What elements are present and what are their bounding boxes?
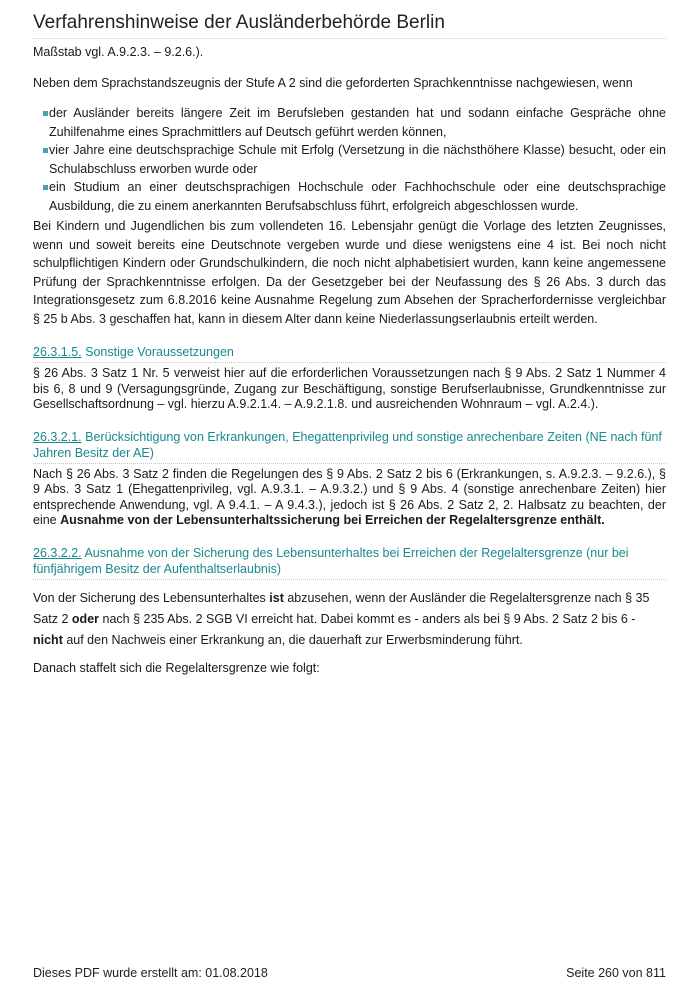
bullet-list [33,104,666,215]
list-item: der Ausländer bereits längere Zeit im Berufsleben gestanden hat und sodann einfache Gespräche ohne Zuhilfenahme eines Sprachmittlers auf Deutsch geführt werden können, [33,104,666,141]
paragraph-top: Maßstab vgl. A.9.2.3. – 9.2.6.). [33,45,204,59]
footer-created-date: Dieses PDF wurde erstellt am: 01.08.2018 [33,966,268,980]
section-title: Sonstige Voraussetzungen [81,345,234,359]
square-bullet-icon [43,185,48,190]
section-text-26-3-2-1: Nach § 26 Abs. 3 Satz 2 finden die Regelungen des § 9 Abs. 2 Satz 2 bis 6 (Erkrankungen, s. A.9.2.3. – 9.2.6.), § 9 Abs. 3 Satz 1 (Ehegattenprivileg, vgl. A.9.3.1. – A.9.3.2.) und § 9 Abs. 4 (sonstige anrechenbare Zeiten) hier entsprechende Anwendung, vgl. A 9.4.1. – A 9.4.3.), jedoch ist § 26 Abs. 2 Satz 2, 2. Halbsatz zu beachten, der eine Ausnahme von der Lebensunterhaltssicherung bei Erreichen der Regelaltersgrenze enthält. [33,466,666,527]
footer-page-number: Seite 260 von 811 [566,966,666,980]
page-title: Verfahrenshinweise der Ausländerbehörde Berlin [33,12,666,39]
document-page [33,0,666,677]
paragraph-kinder: Bei Kindern und Jugendlichen bis zum vollendeten 16. Lebensjahr genügt die Vorlage des letzten Zeugnisses, wenn und soweit bereits eine Deutschnote vergeben wurde und diese wenigstens eine 4 ist. Bei noch nicht schulpflichtigen Kindern oder Grundschulkindern, die noch nicht alphabetisiert wurden, kann keine angemessene Prüfung der Sprachkenntnisse erfolgen. Da der Gesetzgeber bei der Neufassung des § 26 Abs. 3 durch das Integrationsgesetz zum 6.8.2016 keine Ausnahme Regelung zum Absehen der Spracherfordernisse vergleichbar § 25 b Abs. 3 geschaffen hat, kann in diesem Alter dann keine Niederlassungserlaubnis erteilt werden. [33,219,666,326]
section-heading-26-3-2-1 [33,429,666,464]
paragraph-intro: Neben dem Sprachstandszeugnis der Stufe A 2 sind die geforderten Sprachkenntnisse nachgewiesen, wenn [33,75,633,90]
list-item: vier Jahre eine deutschsprachige Schule mit Erfolg (Versetzung in die nächsthöhere Klasse) besucht, oder ein Schulabschluss erworben wurde oder [33,141,666,178]
list-item: ein Studium an einer deutschsprachigen Hochschule oder Fachhochschule oder eine deutschsprachige Ausbildung, die zu einem anerkannten Berufsabschluss führt, erfolgreich abgeschlossen wurde. [33,178,666,215]
section-number-link[interactable]: 26.3.2.1. [33,429,82,444]
section-text-26-3-2-2: Von der Sicherung des Lebensunterhaltes ist abzusehen, wenn der Ausländer die Regelaltersgrenze nach § 35 Satz 2 oder nach § 235 Abs. 2 SGB VI erreicht hat. Dabei kommt es - anders als bei § 9 Abs. 2 Satz 2 bis 6 - nicht auf den Nachweis einer Erkrankung an, die dauerhaft zur Erwerbsminderung führt. [33,590,650,647]
page-footer [33,966,666,980]
section-title: Ausnahme von der Sicherung des Lebensunterhaltes bei Erreichen der Regelaltersgrenze (nur bei fünfjährigem Besitz der Aufenthaltserlaubnis) [33,545,629,576]
section-number-link[interactable]: 26.3.1.5. [33,345,82,359]
section-text-26-3-1-5: § 26 Abs. 3 Satz 1 Nr. 5 verweist hier auf die erforderlichen Voraussetzungen nach § 9 Abs. 2 Satz 1 Nummer 4 bis 6, 8 und 9 (Versagungsgründe, Zugang zur Beschäftigung, sonstige Berufserlaubnisse, Grundkenntnisse zur Gesellschaftsordnung – vgl. hierzu A.9.2.1.4. – A.9.2.1.8. und ausreichenden Wohnraum – vgl. A.2.4.). [33,366,666,411]
square-bullet-icon [43,111,48,116]
section-title: Berücksichtigung von Erkrankungen, Ehegattenprivileg und sonstige anrechenbare Zeiten (NE nach fünf Jahren Besitz der AE) [33,429,662,460]
paragraph-last: Danach staffelt sich die Regelaltersgrenze wie folgt: [33,660,320,675]
section-number-link[interactable]: 26.3.2.2. [33,545,82,560]
section-heading-26-3-2-2 [33,545,666,580]
square-bullet-icon [43,148,48,153]
section-heading-26-3-1-5 [33,344,666,363]
